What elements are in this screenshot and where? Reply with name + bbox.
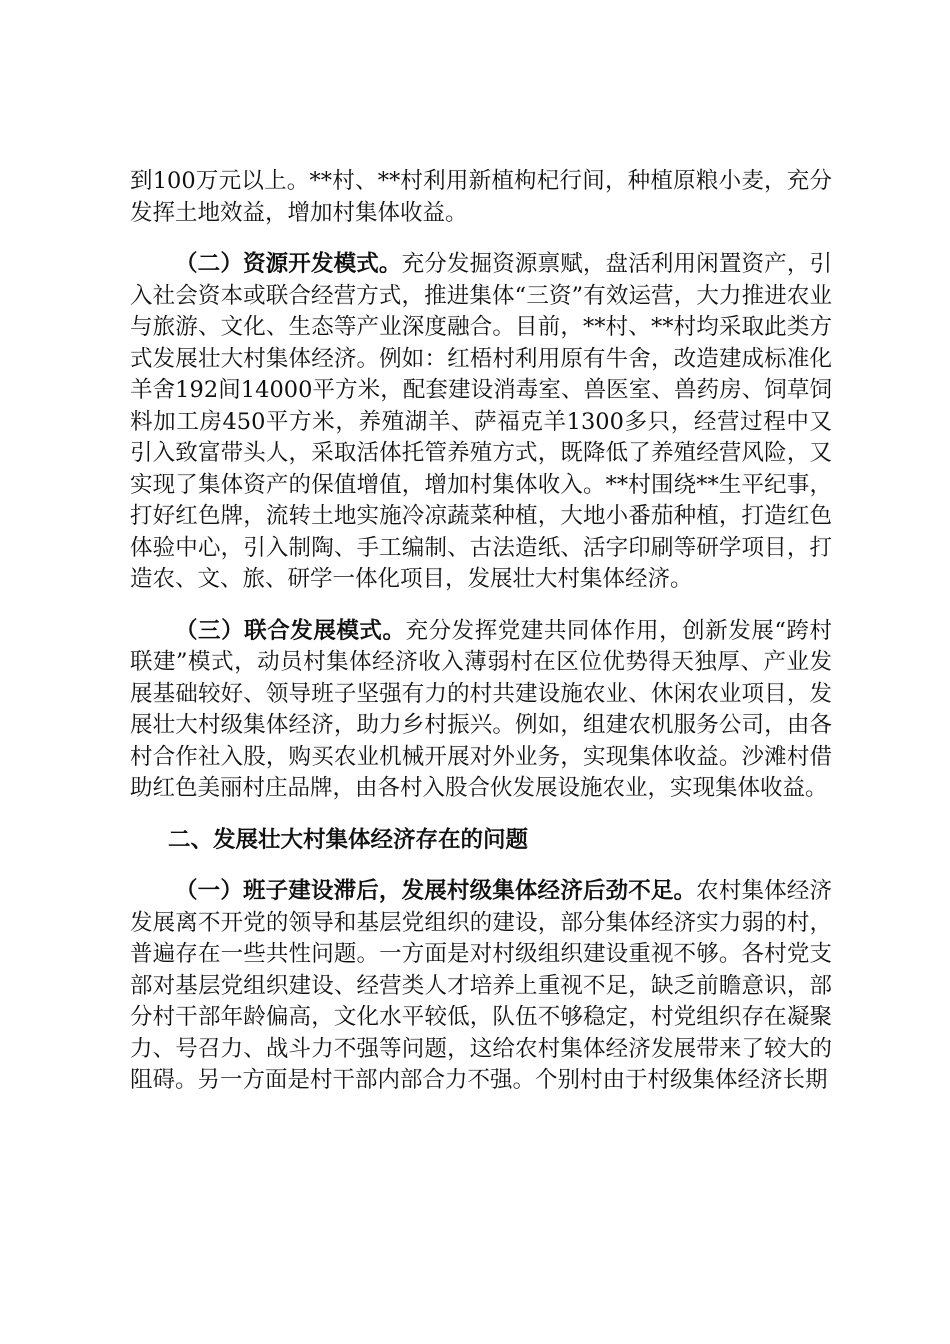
paragraph-body: 农村集体经济发展离不开党的领导和基层党组织的建设，部分集体经济实力弱的村，普遍存在一些共性问题。一方面是对村级组织建设重视不够。各村党支部对基层党组织建设、经营类人才培养上重视不足，缺乏前瞻意识，部分村干部年龄偏高，文化水平较低，队伍不够稳定，村党组织存在凝聚力、号召力、战斗力不强等问题，这给农村集体经济发展带来了较大的阻碍。另一方面是村干部内部合力不强。个别村由于村级集体经济长期: [130, 878, 832, 1093]
paragraph-title: （二）资源开发模式。: [175, 251, 402, 277]
section-heading: 二、发展壮大村集体经济存在的问题: [168, 826, 529, 853]
paragraph-body: 充分发挥党建共同体作用，创新发展“跨村联建”模式，动员村集体经济收入薄弱村在区位优势得天独厚、产业发展基础较好、领导班子坚强有力的村共建设施农业、休闲农业项目，发展壮大村级集体经济，助力乡村振兴。例如，组建农机服务公司，由各村合作社入股，购买农业机械开展对外业务，实现集体收益。沙滩村借助红色美丽村庄品牌，由各村入股合伙发展设施农业，实现集体收益。: [130, 617, 832, 801]
paragraph-joint-development: [130, 616, 832, 805]
paragraph-resource-development: [130, 249, 832, 596]
paragraph-text: 到100万元以上。**村、**村利用新植枸杞行间，种植原粮小麦，充分发挥土地效益，增加村集体收益。: [130, 168, 832, 226]
paragraph-title: （一）班子建设滞后，发展村级集体经济后劲不足。: [175, 878, 697, 904]
paragraph-title: （三）联合发展模式。: [175, 617, 406, 644]
paragraph-team-building: [130, 876, 832, 1097]
document-page: [130, 166, 832, 1097]
paragraph-body: 充分发掘资源禀赋，盘活利用闲置资产，引入社会资本或联合经营方式，推进集体“三资”有效运营，大力推进农业与旅游、文化、生态等产业深度融合。目前，**村、**村均采取此类方式发展壮大村集体经济。例如：红梧村利用原有牛舍，改造建成标准化羊舍192间14000平方米，配套建设消毒室、兽医室、兽药房、饲草饲料加工房450平方米，养殖湖羊、萨福克羊1300多只，经营过程中又引入致富带头人，采取活体托管养殖方式，既降低了养殖经营风险，又实现了集体资产的保值增值，增加村集体收入。**村围绕**生平纪事，打好红色牌，流转土地实施冷凉蔬菜种植，大地小番茄种植，打造红色体验中心，引入制陶、手工编制、古法造纸、活字印刷等研学项目，打造农、文、旅、研学一体化项目，发展壮大村集体经济。: [130, 251, 832, 592]
paragraph-continued: [130, 166, 832, 229]
